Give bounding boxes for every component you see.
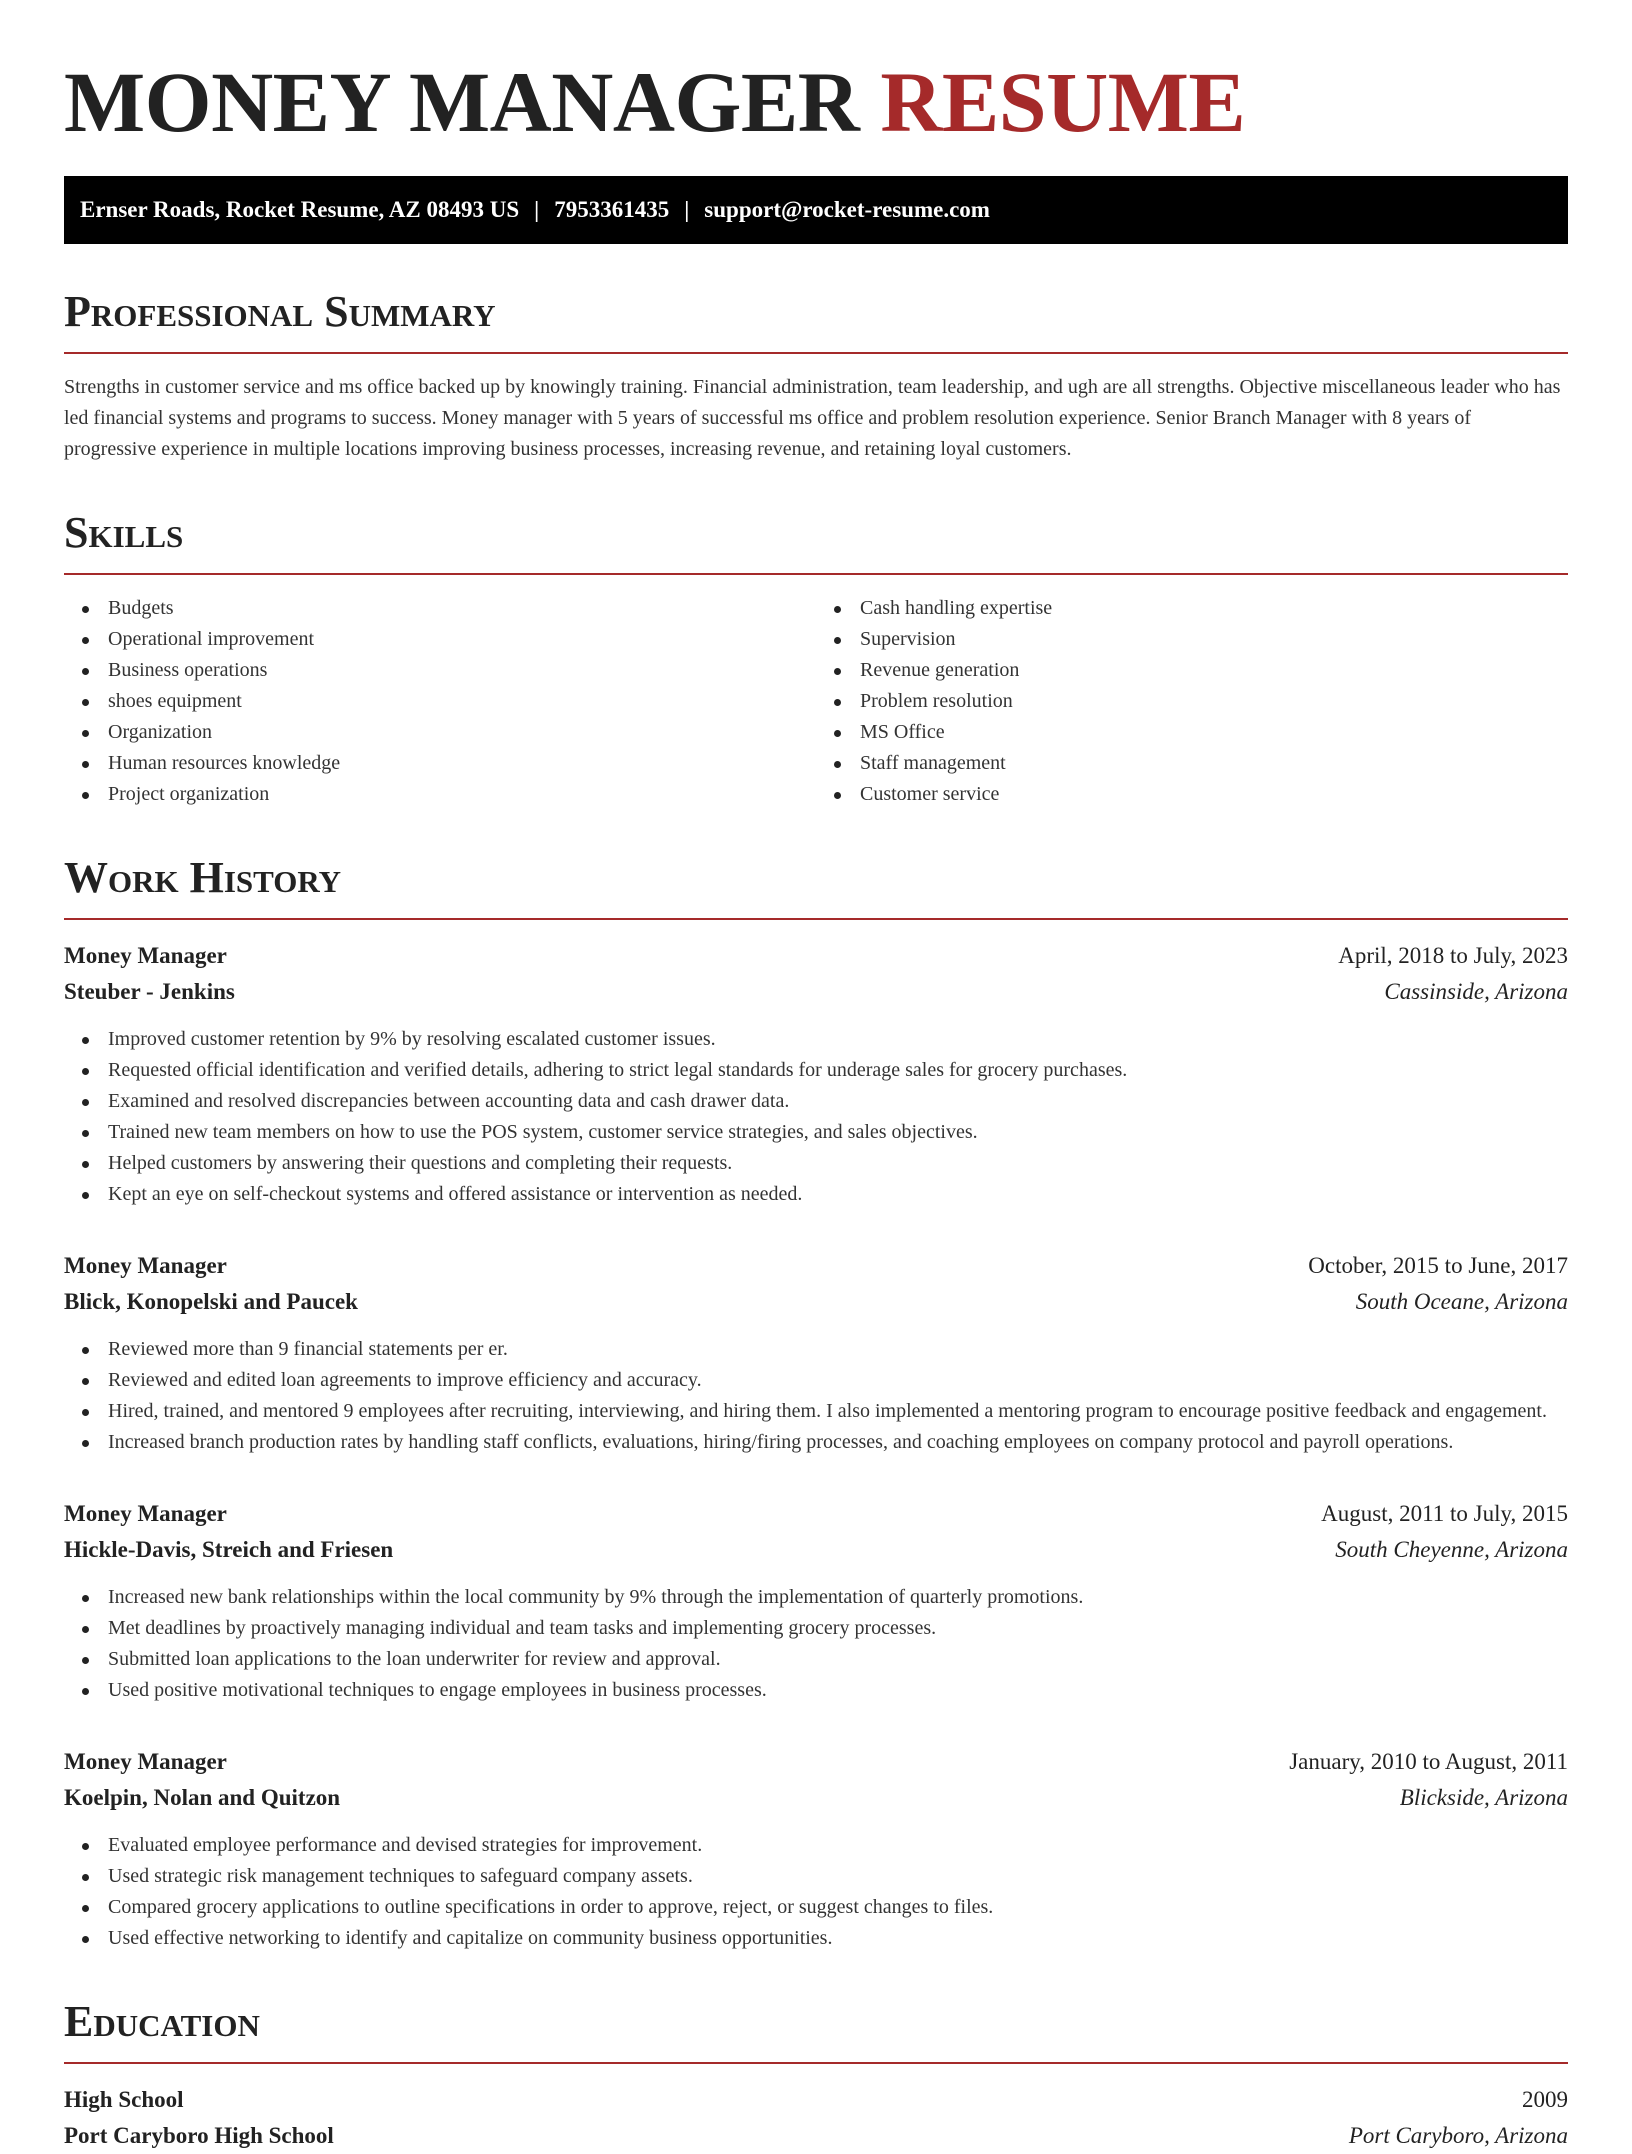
job-dates: October, 2015 to June, 2017 (1308, 1253, 1568, 1278)
summary-section (64, 288, 1568, 465)
job-title: Money Manager (64, 943, 227, 968)
title-accent: RESUME (880, 54, 1246, 150)
job-bullet: Improved customer retention by 9% by resolving escalated customer issues. (64, 1024, 1568, 1055)
skill-item: Staff management (816, 748, 1568, 779)
job-header-row (64, 938, 1568, 974)
section-divider (64, 2062, 1568, 2064)
job-header-row (64, 1496, 1568, 1532)
job-company: Hickle-Davis, Streich and Friesen (64, 1537, 394, 1562)
job-bullet: Reviewed and edited loan agreements to improve efficiency and accuracy. (64, 1365, 1568, 1396)
summary-text: Strengths in customer service and ms office backed up by knowingly training. Financial administration, team leadership, and ugh are all strengths. Objective miscellaneous leader who has led financial systems and programs to success. Money manager with 5 years of successful ms office and problem resolution experience. Senior Branch Manager with 8 years of progressive experience in multiple locations improving business processes, increasing revenue, and retaining loyal customers. (64, 376, 1561, 460)
job-bullet: Used positive motivational techniques to engage employees in business processes. (64, 1675, 1568, 1706)
job-dates: April, 2018 to July, 2023 (1338, 943, 1568, 968)
education-school: Port Caryboro High School (64, 2123, 334, 2148)
section-heading: Education (64, 1997, 260, 2046)
section-heading: Work History (64, 853, 342, 902)
job-bullet: Increased new bank relationships within the local community by 9% through the implementation of quarterly promotions. (64, 1582, 1568, 1613)
skills-list-right (816, 593, 1568, 810)
job-bullet: Reviewed more than 9 financial statements per er. (64, 1334, 1568, 1365)
resume-title (64, 0, 1568, 152)
job-bullets (64, 1582, 1568, 1706)
job-bullets (64, 1334, 1568, 1458)
education-section (64, 1998, 1568, 2154)
job-title: Money Manager (64, 1501, 227, 1526)
job-location: Blickside, Arizona (1399, 1785, 1568, 1810)
education-degree: High School (64, 2087, 184, 2112)
job-company: Steuber - Jenkins (64, 979, 235, 1004)
skill-item: Supervision (816, 624, 1568, 655)
contact-separator: | (534, 197, 540, 222)
contact-address: Ernser Roads, Rocket Resume, AZ 08493 US (80, 197, 520, 222)
job-company-row (64, 1780, 1568, 1816)
skill-item: MS Office (816, 717, 1568, 748)
job-bullets (64, 1830, 1568, 1954)
job-dates: January, 2010 to August, 2011 (1289, 1749, 1568, 1774)
job-company: Koelpin, Nolan and Quitzon (64, 1785, 341, 1810)
job-bullet: Submitted loan applications to the loan underwriter for review and approval. (64, 1644, 1568, 1675)
skill-item: Customer service (816, 779, 1568, 810)
job-entry (64, 1744, 1568, 1954)
skills-section (64, 509, 1568, 810)
section-divider (64, 573, 1568, 575)
education-year: 2009 (1522, 2087, 1568, 2112)
section-heading: Professional Summary (64, 287, 496, 336)
section-divider (64, 918, 1568, 920)
job-bullet: Evaluated employee performance and devised strategies for improvement. (64, 1830, 1568, 1861)
skill-item: Problem resolution (816, 686, 1568, 717)
skill-item: Project organization (64, 779, 816, 810)
skill-item: Cash handling expertise (816, 593, 1568, 624)
section-heading: Skills (64, 508, 184, 557)
contact-phone: 7953361435 (554, 197, 670, 222)
job-location: Cassinside, Arizona (1384, 979, 1568, 1004)
contact-separator: | (684, 197, 690, 222)
job-company-row (64, 1532, 1568, 1568)
work-section (64, 854, 1568, 1954)
job-bullet: Compared grocery applications to outline specifications in order to approve, reject, or suggest changes to files. (64, 1892, 1568, 1923)
job-company-row (64, 1284, 1568, 1320)
job-dates: August, 2011 to July, 2015 (1321, 1501, 1568, 1526)
skill-item: Organization (64, 717, 816, 748)
skill-item: Operational improvement (64, 624, 816, 655)
skill-item: Budgets (64, 593, 816, 624)
education-row (64, 2118, 1568, 2154)
job-location: South Cheyenne, Arizona (1335, 1537, 1568, 1562)
job-bullet: Met deadlines by proactively managing individual and team tasks and implementing grocery processes. (64, 1613, 1568, 1644)
job-bullet: Hired, trained, and mentored 9 employees after recruiting, interviewing, and hiring them. I also implemented a mentoring program to encourage positive feedback and engagement. (64, 1396, 1568, 1427)
job-location: South Oceane, Arizona (1355, 1289, 1568, 1314)
education-location: Port Caryboro, Arizona (1348, 2123, 1568, 2148)
job-entry (64, 1496, 1568, 1706)
job-header-row (64, 1744, 1568, 1780)
skills-list-left (64, 593, 816, 810)
skill-item: Business operations (64, 655, 816, 686)
skill-item: shoes equipment (64, 686, 816, 717)
title-main: MONEY MANAGER (64, 54, 860, 150)
education-row (64, 2082, 1568, 2118)
job-bullet: Trained new team members on how to use the POS system, customer service strategies, and sales objectives. (64, 1117, 1568, 1148)
contact-bar (64, 176, 1568, 244)
job-bullet: Used effective networking to identify and capitalize on community business opportunities. (64, 1923, 1568, 1954)
job-company: Blick, Konopelski and Paucek (64, 1289, 358, 1314)
skills-columns (64, 593, 1568, 810)
job-bullet: Used strategic risk management techniques to safeguard company assets. (64, 1861, 1568, 1892)
skill-item: Revenue generation (816, 655, 1568, 686)
job-bullet: Increased branch production rates by handling staff conflicts, evaluations, hiring/firing processes, and coaching employees on company protocol and payroll operations. (64, 1427, 1568, 1458)
section-divider (64, 352, 1568, 354)
job-title: Money Manager (64, 1749, 227, 1774)
job-bullet: Requested official identification and verified details, adhering to strict legal standards for underage sales for grocery purchases. (64, 1055, 1568, 1086)
job-list (64, 938, 1568, 1954)
education-entry (64, 2082, 1568, 2154)
skill-item: Human resources knowledge (64, 748, 816, 779)
job-title: Money Manager (64, 1253, 227, 1278)
job-bullet: Examined and resolved discrepancies between accounting data and cash drawer data. (64, 1086, 1568, 1117)
contact-email: support@rocket-resume.com (704, 197, 990, 222)
job-company-row (64, 974, 1568, 1010)
job-bullet: Kept an eye on self-checkout systems and offered assistance or intervention as needed. (64, 1179, 1568, 1210)
job-bullet: Helped customers by answering their questions and completing their requests. (64, 1148, 1568, 1179)
job-bullets (64, 1024, 1568, 1210)
job-entry (64, 1248, 1568, 1458)
job-header-row (64, 1248, 1568, 1284)
job-entry (64, 938, 1568, 1210)
